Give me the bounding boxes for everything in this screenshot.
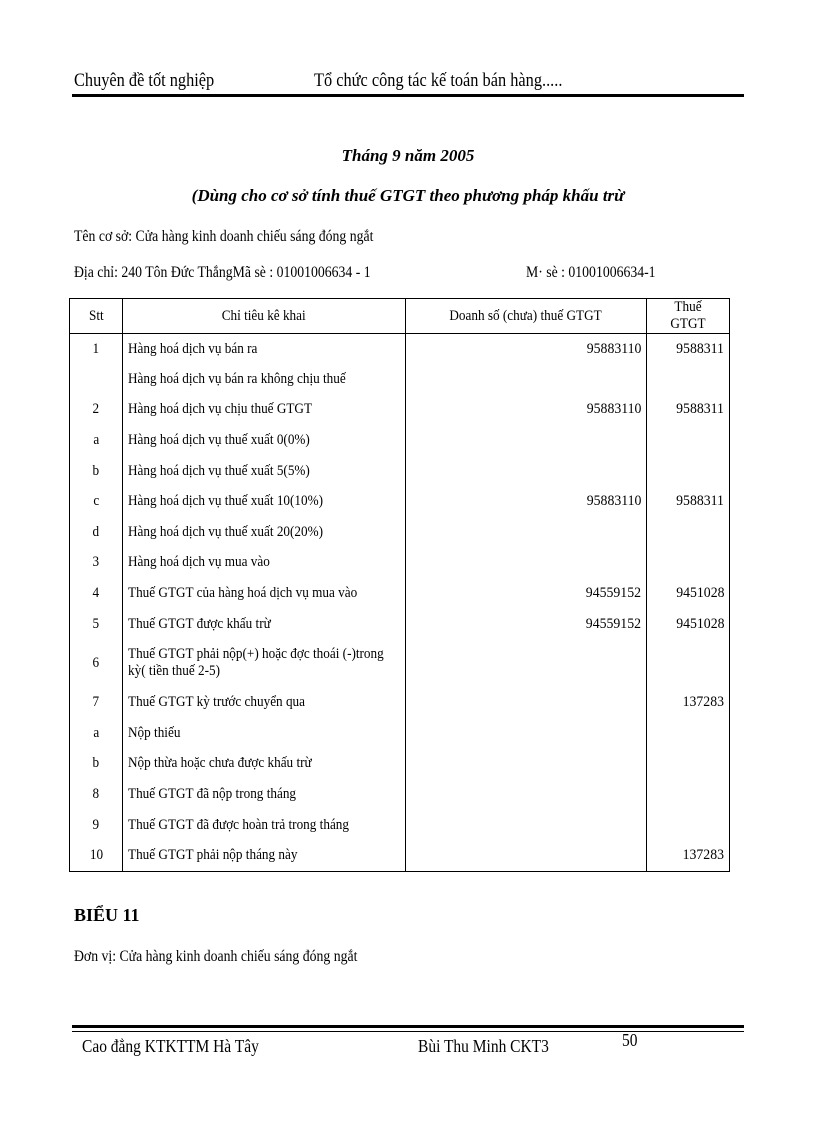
footer-author: Bùi Thu Minh CKT3: [418, 1036, 549, 1056]
row-revenue: [406, 810, 647, 841]
row-revenue: [406, 456, 647, 487]
table-row: [70, 609, 730, 640]
row-tax: 137283: [647, 840, 730, 871]
col-header-stt: Stt: [70, 299, 123, 334]
row-description: Thuế GTGT phải nộp(+) hoặc đợc thoái (-)trong kỳ( tiền thuế 2-5): [123, 639, 406, 687]
row-description: Thuế GTGT đã được hoàn trả trong tháng: [123, 810, 406, 841]
row-description: Hàng hoá dịch vụ thuế xuất 0(0%): [123, 425, 406, 456]
row-description: Hàng hoá dịch vụ thuế xuất 10(10%): [123, 486, 406, 517]
row-stt: b: [70, 456, 123, 487]
period-title: Tháng 9 năm 2005: [341, 146, 475, 165]
row-description: Thuế GTGT đã nộp trong tháng: [123, 779, 406, 810]
row-revenue: [406, 639, 647, 687]
page-number: 50: [622, 1030, 638, 1050]
table-row: [70, 840, 730, 871]
row-revenue: [406, 840, 647, 871]
vat-declaration-table: [69, 298, 730, 872]
row-stt: 2: [70, 395, 123, 426]
row-stt: a: [70, 718, 123, 749]
row-description: Hàng hoá dịch vụ mua vào: [123, 548, 406, 579]
row-description: Thuế GTGT của hàng hoá dịch vụ mua vào: [123, 578, 406, 609]
row-revenue: [406, 517, 647, 548]
row-tax: [647, 517, 730, 548]
row-tax: 9451028: [647, 609, 730, 640]
table-row: [70, 548, 730, 579]
row-revenue: [406, 749, 647, 780]
col-header-item: Chỉ tiêu kê khai: [123, 299, 406, 334]
method-subtitle: (Dùng cho cơ sở tính thuế GTGT theo phương pháp khấu trừ: [191, 186, 625, 205]
footer-rule-thin: [72, 1031, 744, 1032]
row-stt: 3: [70, 548, 123, 579]
table-row: [70, 517, 730, 548]
row-tax: [647, 548, 730, 579]
appendix-label: BIỂU 11: [74, 905, 140, 925]
table-row: [70, 718, 730, 749]
row-stt: 8: [70, 779, 123, 810]
row-tax: [647, 456, 730, 487]
row-tax: [647, 425, 730, 456]
row-revenue: [406, 425, 647, 456]
row-stt: 1: [70, 334, 123, 365]
row-revenue: 95883110: [406, 486, 647, 517]
row-stt: 6: [70, 639, 123, 687]
row-revenue: 94559152: [406, 578, 647, 609]
row-stt: 4: [70, 578, 123, 609]
table-row: [70, 578, 730, 609]
table-header-row: [70, 299, 730, 334]
unit-line: Đơn vị: Cửa hàng kinh doanh chiếu sáng đóng ngắt: [74, 948, 358, 965]
business-name: Tên cơ sở: Cửa hàng kinh doanh chiếu sáng đóng ngắt: [74, 228, 374, 245]
row-stt: [70, 364, 123, 395]
row-description: Nộp thiếu: [123, 718, 406, 749]
header-rule: [72, 94, 744, 97]
row-tax: [647, 749, 730, 780]
row-description: Hàng hoá dịch vụ chịu thuế GTGT: [123, 395, 406, 426]
footer-school: Cao đẳng KTKTTM Hà Tây: [82, 1036, 259, 1056]
row-stt: d: [70, 517, 123, 548]
col-header-revenue: Doanh số (chưa) thuế GTGT: [406, 299, 647, 334]
col-header-tax: Thuế GTGT: [647, 299, 730, 334]
row-description: Hàng hoá dịch vụ bán ra: [123, 334, 406, 365]
header-left: Chuyên đề tốt nghiệp: [74, 70, 215, 91]
row-tax: [647, 779, 730, 810]
table-row: [70, 395, 730, 426]
table-row: [70, 779, 730, 810]
table-row: [70, 425, 730, 456]
row-stt: a: [70, 425, 123, 456]
row-stt: 10: [70, 840, 123, 871]
row-tax: [647, 639, 730, 687]
row-revenue: 95883110: [406, 395, 647, 426]
row-tax: 9588311: [647, 486, 730, 517]
row-tax: [647, 364, 730, 395]
row-revenue: [406, 548, 647, 579]
row-revenue: 95883110: [406, 334, 647, 365]
row-revenue: [406, 718, 647, 749]
table-row: [70, 639, 730, 687]
row-tax: [647, 718, 730, 749]
row-description: Thuế GTGT phải nộp tháng này: [123, 840, 406, 871]
row-description: Nộp thừa hoặc chưa được khấu trừ: [123, 749, 406, 780]
business-address: Địa chỉ: 240 Tôn Đức ThắngMã sè : 01001006634 - 1: [74, 264, 371, 281]
tax-code: M· sè : 01001006634-1: [526, 264, 656, 281]
header-right: Tổ chức công tác kế toán bán hàng.....: [314, 70, 563, 91]
row-revenue: [406, 364, 647, 395]
row-description: Hàng hoá dịch vụ bán ra không chịu thuế: [123, 364, 406, 395]
row-stt: 5: [70, 609, 123, 640]
footer-rule-thick: [72, 1025, 744, 1028]
row-stt: 7: [70, 687, 123, 718]
table-row: [70, 486, 730, 517]
row-revenue: [406, 779, 647, 810]
row-tax: [647, 810, 730, 841]
table-row: [70, 456, 730, 487]
row-tax: 9588311: [647, 334, 730, 365]
table-row: [70, 749, 730, 780]
row-tax: 137283: [647, 687, 730, 718]
table-row: [70, 364, 730, 395]
row-revenue: 94559152: [406, 609, 647, 640]
row-stt: 9: [70, 810, 123, 841]
row-tax: 9451028: [647, 578, 730, 609]
row-stt: b: [70, 749, 123, 780]
row-stt: c: [70, 486, 123, 517]
row-description: Hàng hoá dịch vụ thuế xuất 5(5%): [123, 456, 406, 487]
table-row: [70, 687, 730, 718]
row-description: Thuế GTGT kỳ trước chuyển qua: [123, 687, 406, 718]
row-description: Thuế GTGT được khấu trừ: [123, 609, 406, 640]
table-row: [70, 334, 730, 365]
row-revenue: [406, 687, 647, 718]
row-tax: 9588311: [647, 395, 730, 426]
table-row: [70, 810, 730, 841]
row-description: Hàng hoá dịch vụ thuế xuất 20(20%): [123, 517, 406, 548]
